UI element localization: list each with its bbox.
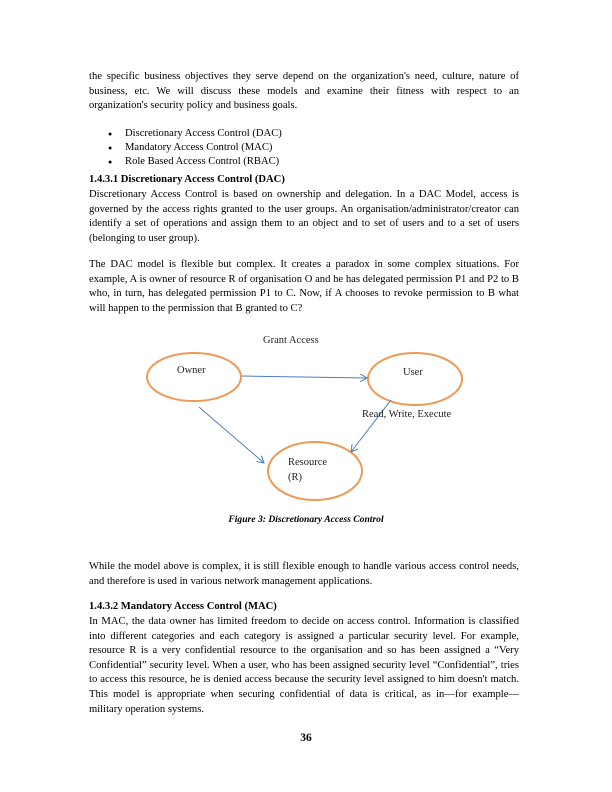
figure-caption: Figure 3: Discretionary Access Control: [228, 514, 384, 525]
owner-to-user-arrow: [242, 376, 367, 378]
resource-label-line2: (R): [288, 472, 302, 483]
list-item-dac: ● Discretionary Access Control (DAC): [108, 127, 282, 141]
user-to-resource-arrow: [351, 400, 391, 452]
grant-access-label: Grant Access: [263, 335, 319, 346]
list-item-mac: ● Mandatory Access Control (MAC): [108, 141, 282, 155]
user-node: [368, 353, 462, 405]
dac-paragraph-1: Discretionary Access Control is based on ownership and delegation. In a DAC Model, access is governed by the access rights granted to the user groups. An organisation/administrator/creator can identify a set of operations and assign them to an object and to set of users and to a set of users (belonging to user group).: [89, 189, 519, 244]
dac-diagram: [140, 325, 480, 515]
dac-section-heading: 1.4.3.1 Discretionary Access Control (DAC): [89, 174, 285, 185]
owner-label: Owner: [177, 365, 206, 376]
list-item-rbac: ● Role Based Access Control (RBAC): [108, 155, 282, 169]
access-models-list: [108, 127, 282, 170]
after-figure-paragraph: While the model above is complex, it is still flexible enough to handle various access control needs, and therefore is used in various network management applications.: [89, 561, 519, 587]
owner-node: [147, 353, 241, 401]
permissions-label: Read, Write, Execute: [362, 409, 452, 420]
owner-to-resource-arrow: [199, 407, 264, 463]
intro-paragraph: the specific business objectives they serve depend on the organization's need, culture, nature of business, etc. We will discuss these models and examine their fitness with respect to an organization's security policy and business goals.: [89, 71, 519, 112]
dac-paragraph-2: The DAC model is flexible but complex. It creates a paradox in some complex situations. For example, A is owner of resource R of organisation O and he has delegated permission P1 and P2 to B who, in turn, has delegated permission P1 to C. Now, if A chooses to revoke permission to B what will happen to the permission that B granted to C?: [89, 259, 519, 314]
page-number: 36: [300, 732, 312, 744]
resource-node: [268, 442, 362, 500]
mac-section-heading: 1.4.3.2 Mandatory Access Control (MAC): [89, 601, 277, 612]
resource-label-line1: Resource: [288, 457, 328, 468]
mac-paragraph: In MAC, the data owner has limited freedom to decide on access control. Information is classified into different categories and each category is assigned a particular security level. For example, resource R is a very confidential resource to the organisation and so has been assigned a “Very Confidential” security level. When a user, who has been assigned security level “Confidential”, tries to access this resource, he is denied access because the security level assigned to him doesn't match. This model is appropriate when securing confidential of data is critical, as in—for example—military operation systems.: [89, 616, 519, 715]
user-label: User: [403, 367, 423, 378]
